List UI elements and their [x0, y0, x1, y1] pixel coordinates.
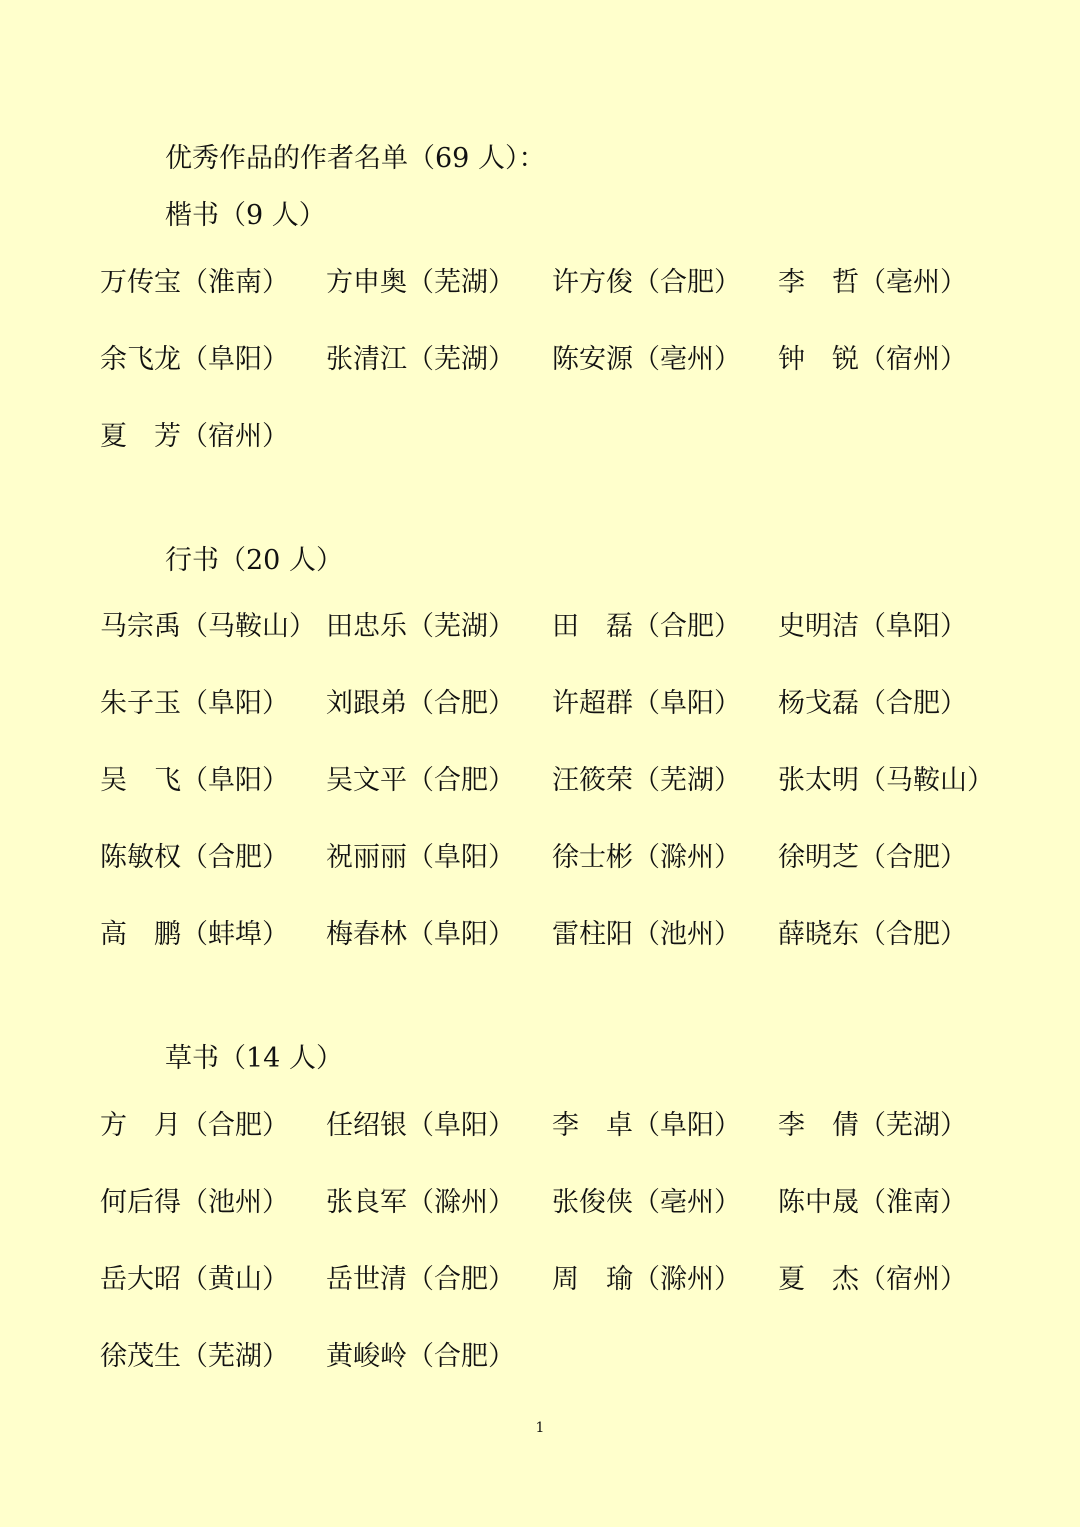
document-title: 优秀作品的作者名单（69 人）：: [165, 143, 546, 174]
name-row: [100, 417, 1000, 457]
author-entry: 李 哲（亳州）: [778, 267, 967, 298]
name-row: [100, 915, 1000, 955]
author-entry: 李 倩（芜湖）: [778, 1110, 967, 1141]
name-row: [100, 340, 1000, 380]
author-entry: 张清江（芜湖）: [326, 344, 515, 375]
author-entry: 许方俊（合肥）: [552, 267, 741, 298]
author-entry: 方申奥（芜湖）: [326, 267, 515, 298]
author-entry: 陈安源（亳州）: [552, 344, 741, 375]
author-entry: 万传宝（淮南）: [100, 267, 289, 298]
author-entry: 徐士彬（滁州）: [552, 842, 741, 873]
author-entry: 田忠乐（芜湖）: [326, 611, 515, 642]
author-entry: 杨戈磊（合肥）: [778, 688, 967, 719]
author-entry: 夏 芳（宿州）: [100, 421, 289, 452]
author-entry: 张太明（马鞍山）: [778, 765, 994, 796]
name-row: [100, 1337, 1000, 1377]
author-entry: 薛晓东（合肥）: [778, 919, 967, 950]
author-entry: 任绍银（阜阳）: [326, 1110, 515, 1141]
author-entry: 陈敏权（合肥）: [100, 842, 289, 873]
author-entry: 岳大昭（黄山）: [100, 1264, 289, 1295]
name-row: [100, 1183, 1000, 1223]
name-row: [100, 1260, 1000, 1300]
author-entry: 陈中晟（淮南）: [778, 1187, 967, 1218]
author-entry: 周 瑜（滁州）: [552, 1264, 741, 1295]
section-heading-caoshu: 草书（14 人）: [165, 1043, 343, 1074]
author-entry: 徐明芝（合肥）: [778, 842, 967, 873]
author-entry: 张俊侠（亳州）: [552, 1187, 741, 1218]
name-row: [100, 607, 1000, 647]
section-heading-xingshu: 行书（20 人）: [165, 545, 343, 576]
author-entry: 方 月（合肥）: [100, 1110, 289, 1141]
author-entry: 刘跟弟（合肥）: [326, 688, 515, 719]
name-row: [100, 838, 1000, 878]
author-entry: 史明洁（阜阳）: [778, 611, 967, 642]
author-entry: 朱子玉（阜阳）: [100, 688, 289, 719]
author-entry: 吴文平（合肥）: [326, 765, 515, 796]
author-entry: 钟 锐（宿州）: [778, 344, 967, 375]
author-entry: 梅春林（阜阳）: [326, 919, 515, 950]
name-row: [100, 1106, 1000, 1146]
author-entry: 雷柱阳（池州）: [552, 919, 741, 950]
author-entry: 祝丽丽（阜阳）: [326, 842, 515, 873]
author-entry: 黄峻岭（合肥）: [326, 1341, 515, 1372]
author-entry: 何后得（池州）: [100, 1187, 289, 1218]
page-number: 1: [535, 1420, 545, 1436]
section-heading-kaishu: 楷书（9 人）: [165, 200, 326, 231]
author-entry: 岳世清（合肥）: [326, 1264, 515, 1295]
name-row: [100, 684, 1000, 724]
author-entry: 李 卓（阜阳）: [552, 1110, 741, 1141]
name-row: [100, 263, 1000, 303]
name-row: [100, 761, 1000, 801]
author-entry: 马宗禹（马鞍山）: [100, 611, 316, 642]
author-entry: 汪筱荣（芜湖）: [552, 765, 741, 796]
author-entry: 余飞龙（阜阳）: [100, 344, 289, 375]
author-entry: 张良军（滁州）: [326, 1187, 515, 1218]
author-entry: 田 磊（合肥）: [552, 611, 741, 642]
author-entry: 徐茂生（芜湖）: [100, 1341, 289, 1372]
author-entry: 许超群（阜阳）: [552, 688, 741, 719]
author-entry: 高 鹏（蚌埠）: [100, 919, 289, 950]
author-entry: 吴 飞（阜阳）: [100, 765, 289, 796]
author-entry: 夏 杰（宿州）: [778, 1264, 967, 1295]
